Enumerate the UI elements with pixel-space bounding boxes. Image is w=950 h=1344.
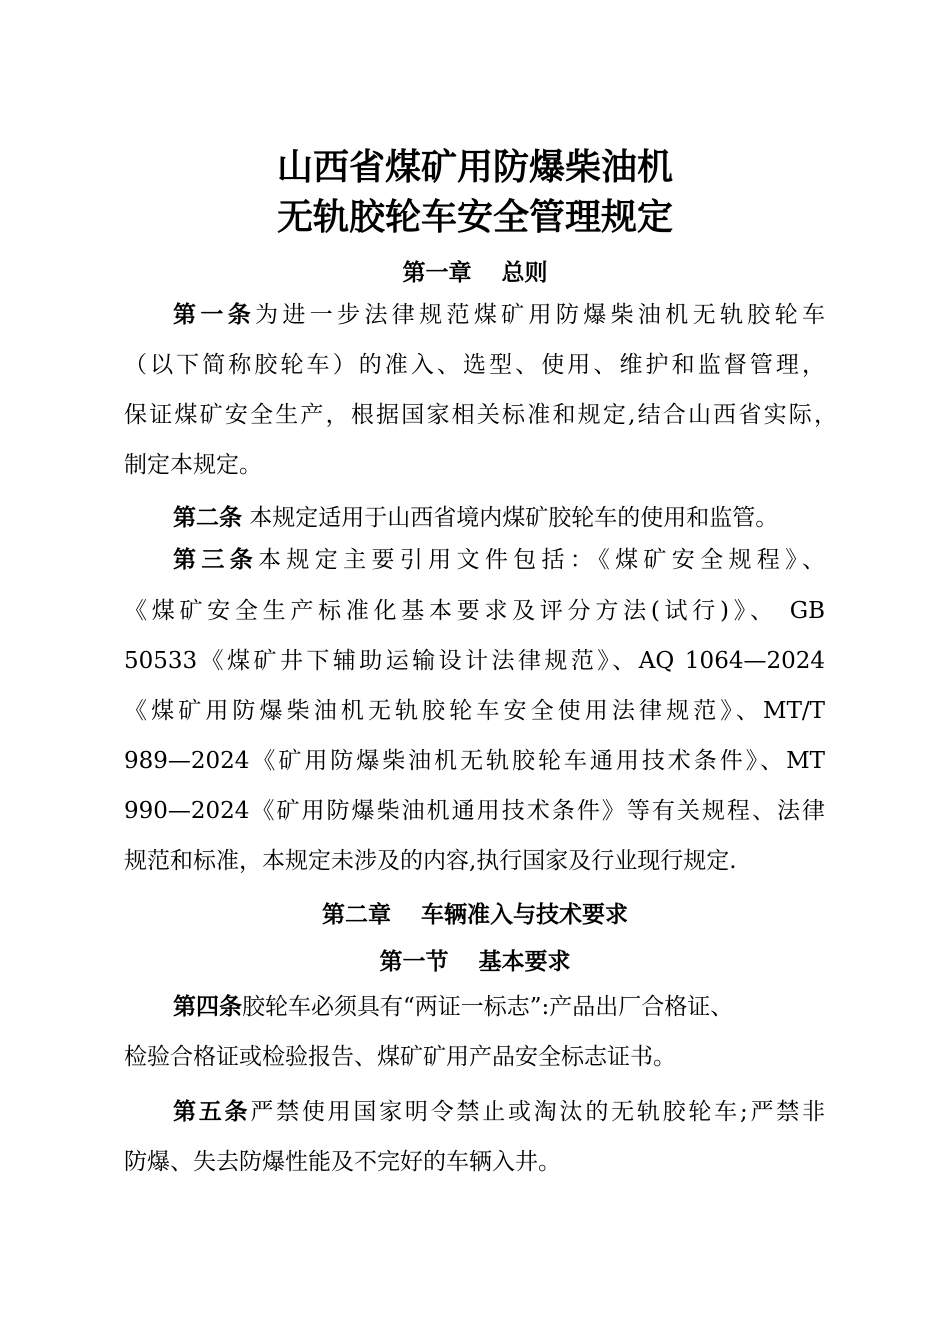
- article-3-line-7: 规范和标准，本规定未涉及的内容,执行国家及行业现行规定.: [124, 848, 737, 874]
- article-4-line-2: 检验合格证或检验报告、煤矿矿用产品安全标志证书。: [124, 1044, 676, 1070]
- article-3-line-6: 990—2024《矿用防爆柴油机通用技术条件》等有关规程、法律: [124, 798, 825, 824]
- article-5-lead: 第五条: [173, 1099, 251, 1125]
- article-5-line-1: [173, 1097, 825, 1127]
- article-1-line-4: 制定本规定。: [124, 452, 262, 478]
- section-1-name: 基本要求: [478, 948, 571, 975]
- article-1-text-1: 为进一步法律规范煤矿用防爆柴油机无轨胶轮车: [255, 302, 826, 328]
- chapter-2-name: 车辆准入与技术要求: [421, 902, 628, 928]
- document-title-line-2: 无轨胶轮车安全管理规定: [276, 197, 673, 238]
- article-2-lead: 第二条: [173, 505, 242, 531]
- article-4-line-1: [173, 992, 733, 1022]
- article-3-line-2: 《煤矿安全生产标准化基本要求及评分方法(试行)》、 GB: [124, 598, 825, 624]
- article-3-line-5: 989—2024《矿用防爆柴油机无轨胶轮车通用技术条件》、MT: [124, 748, 825, 774]
- article-4-lead: 第四条: [173, 994, 242, 1020]
- article-4-text-1: 胶轮车必须具有“两证一标志”:产品出厂合格证、: [242, 994, 734, 1020]
- article-3-line-1: [173, 545, 825, 575]
- chapter-2-label: 第二章: [322, 902, 391, 928]
- article-3-line-4: 《煤矿用防爆柴油机无轨胶轮车安全使用法律规范》、MT/T: [124, 698, 825, 724]
- article-5-line-2: 防爆、失去防爆性能及不完好的车辆入井。: [124, 1149, 561, 1175]
- section-1-heading: [0, 947, 950, 977]
- article-1-line-2: （以下简称胶轮车）的准入、选型、使用、维护和监督管理，: [124, 352, 825, 378]
- article-2-text: 本规定适用于山西省境内煤矿胶轮车的使用和监管。: [242, 505, 779, 531]
- article-1-line-3: 保证煤矿安全生产，根据国家相关标准和规定,结合山西省实际，: [124, 402, 837, 428]
- chapter-2-heading: [0, 900, 950, 930]
- chapter-1-heading: [0, 258, 950, 288]
- chapter-1-label: 第一章: [402, 260, 472, 286]
- article-2-line-1: [173, 503, 778, 533]
- article-1-line-1: [173, 300, 825, 330]
- article-3-text-1: 本规定主要引用文件包括：《煤矿安全规程》、: [258, 547, 826, 573]
- article-3-line-3: 50533《煤矿井下辅助运输设计法律规范》、AQ 1064—2024: [124, 648, 825, 674]
- article-5-text-1: 严禁使用国家明令禁止或淘汰的无轨胶轮车;严禁非: [250, 1099, 826, 1125]
- chapter-1-name: 总则: [501, 260, 548, 286]
- section-1-label: 第一节: [379, 948, 449, 975]
- document-title-line-1: 山西省煤矿用防爆柴油机: [276, 147, 673, 188]
- article-1-lead: 第一条: [173, 302, 256, 328]
- article-3-lead: 第三条: [173, 547, 259, 573]
